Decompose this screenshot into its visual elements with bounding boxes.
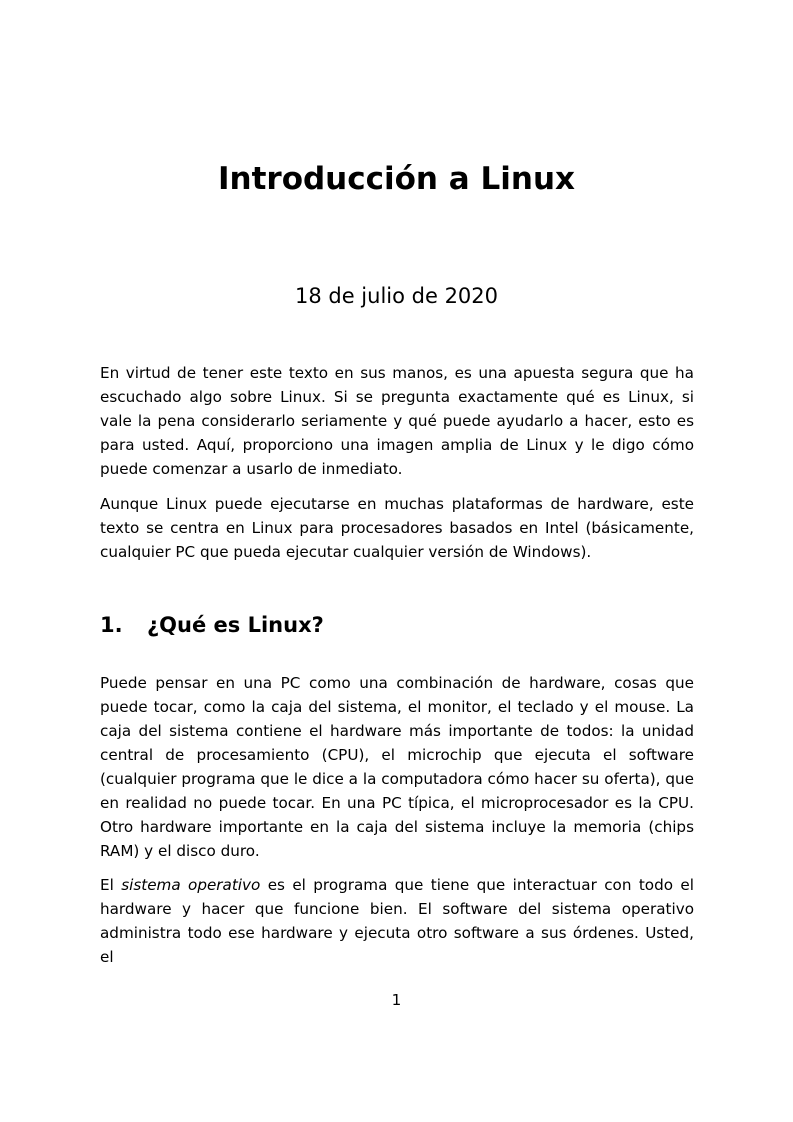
document-title: Introducción a Linux: [217, 161, 576, 197]
section-number: 1.: [100, 613, 123, 637]
section-title-text: ¿Qué es Linux?: [147, 613, 324, 637]
section-paragraph-2: [100, 873, 694, 969]
intro-paragraph-2: Aunque Linux puede ejecutarse en muchas plataformas de hardware, este texto se centra en Linux para procesadores basados en Intel (básicamente, cualquier PC que pueda ejecutar cualquier versión de Windows).: [100, 495, 694, 561]
paragraph2-rest: es el programa que tiene que interactuar con todo el hardware y hacer que funcione bien. El software del sistema operativo administra todo ese hardware y ejecuta otro software a sus órdenes. Usted, el: [100, 876, 694, 966]
intro-paragraph-1: En virtud de tener este texto en sus manos, es una apuesta segura que ha escuchado algo sobre Linux. Si se pregunta exactamente qué es Linux, si vale la pena considerarlo seriamente y qué puede ayudarlo a hacer, esto es para usted. Aquí, proporciono una imagen amplia de Linux y le digo cómo puede comenzar a usarlo de inmediato.: [100, 364, 694, 478]
section-paragraph-1: Puede pensar en una PC como una combinación de hardware, cosas que puede tocar, como la caja del sistema, el monitor, el teclado y el mouse. La caja del sistema contiene el hardware más importante de todos: la unidad central de procesamiento (CPU), el microchip que ejecuta el software (cualquier programa que le dice a la computadora cómo hacer su oferta), que en realidad no puede tocar. En una PC típica, el microprocesador es la CPU. Otro hardware importante en la caja del sistema incluye la memoria (chips RAM) y el disco duro.: [100, 674, 694, 860]
page-number: 1: [391, 991, 402, 1009]
paragraph2-lead: El: [100, 876, 122, 894]
emphasis-sistema-operativo: sistema operativo: [121, 876, 261, 894]
section-heading: [100, 609, 694, 641]
document-date: 18 de julio de 2020: [294, 284, 499, 308]
